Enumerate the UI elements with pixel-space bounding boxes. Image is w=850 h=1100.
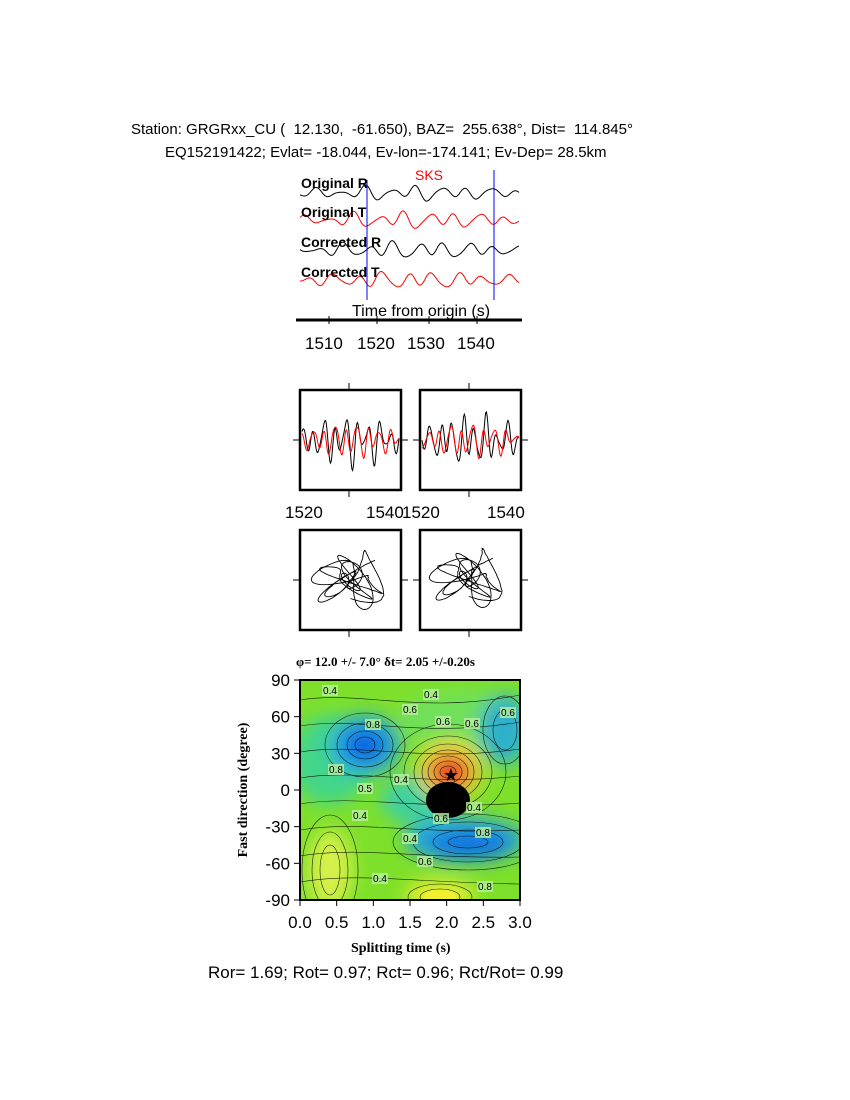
contour-panel <box>230 672 540 962</box>
window-tick-label: 1540 <box>487 503 525 520</box>
contour-label: 0.4 <box>373 874 387 885</box>
x-tick-label: 1.0 <box>361 913 386 932</box>
y-tick-label: -90 <box>265 891 290 910</box>
x-tick-label: 2.5 <box>471 913 496 932</box>
label-corrected-r: Corrected R <box>301 234 382 250</box>
contour-label: 0.6 <box>465 719 479 730</box>
time-tick-label: 1520 <box>357 334 395 353</box>
contour-label: 0.8 <box>478 882 492 893</box>
window-panels <box>280 380 540 520</box>
contour-y-label: Fast direction (degree) <box>236 722 251 858</box>
contour-label: 0.8 <box>366 720 380 731</box>
contour-label: 0.4 <box>403 834 417 845</box>
contour-label: 0.6 <box>418 857 432 868</box>
particle-motion-panels <box>290 522 535 637</box>
contour-label: 0.8 <box>329 765 343 776</box>
contour-label: 0.5 <box>358 784 372 795</box>
best-fit-star-icon: ★ <box>442 765 460 785</box>
contour-label: 0.4 <box>353 811 367 822</box>
window-frame-corrected <box>420 390 521 490</box>
time-tick-label: 1510 <box>305 334 343 353</box>
window-tick-label: 1520 <box>402 503 440 520</box>
contour-label: 0.6 <box>436 717 450 728</box>
phase-label: SKS <box>415 167 444 183</box>
time-axis-label: Time from origin (s) <box>352 303 491 320</box>
contour-label: 0.4 <box>394 775 408 786</box>
y-tick-label: -30 <box>265 817 290 837</box>
x-tick-label: 1.5 <box>398 913 422 932</box>
x-tick-label: 0.5 <box>324 913 349 932</box>
window-tick-label: 1520 <box>285 503 323 520</box>
contour-label: 0.6 <box>434 814 448 825</box>
dt-result: δt= 2.05 +/-0.20s <box>384 654 475 669</box>
x-tick-label: 3.0 <box>508 913 532 932</box>
contour-label: 0.4 <box>424 690 438 701</box>
contour-label: 0.8 <box>476 828 490 839</box>
phi-result: φ= 12.0 +/- 7.0° <box>296 654 385 669</box>
window-trace-radial <box>302 420 399 471</box>
station-info: Station: GRGRxx_CU ( 12.130, -61.650), BAZ= 255.638°, Dist= 114.845° <box>131 121 633 138</box>
contour-label: 0.6 <box>403 705 417 716</box>
event-info: EQ152191422; Evlat= -18.044, Ev-lon=-174.141; Ev-Dep= 28.5km <box>165 144 607 161</box>
pm-frame-corrected <box>420 530 521 630</box>
y-tick-label: 0 <box>280 781 290 800</box>
correlation-summary: Ror= 1.69; Rot= 0.97; Rct= 0.96; Rct/Rot= 0.99 <box>208 963 564 982</box>
x-tick-label: 0.0 <box>288 913 312 932</box>
y-tick-label: 60 <box>271 707 290 727</box>
traces-panel <box>290 165 535 360</box>
window-tick-label: 1540 <box>366 503 404 520</box>
x-tick-label: 2.0 <box>434 913 459 932</box>
y-tick-label: 30 <box>271 744 290 764</box>
label-original-r: Original R <box>301 175 368 191</box>
label-original-t: Original T <box>301 204 367 220</box>
high-energy-region <box>424 890 456 904</box>
y-tick-label: -60 <box>265 854 290 874</box>
contour-label: 0.6 <box>501 708 515 719</box>
time-tick-label: 1540 <box>457 334 495 353</box>
splitting-result <box>296 654 475 670</box>
time-tick-label: 1530 <box>407 334 445 353</box>
particle-motion-trace <box>429 548 502 607</box>
y-tick-label: 90 <box>271 672 290 690</box>
contour-x-label: Splitting time (s) <box>351 941 451 956</box>
label-corrected-t: Corrected T <box>301 264 380 280</box>
contour-label: 0.4 <box>323 686 337 697</box>
contour-label: 0.4 <box>467 803 481 814</box>
particle-motion-trace <box>311 550 384 609</box>
